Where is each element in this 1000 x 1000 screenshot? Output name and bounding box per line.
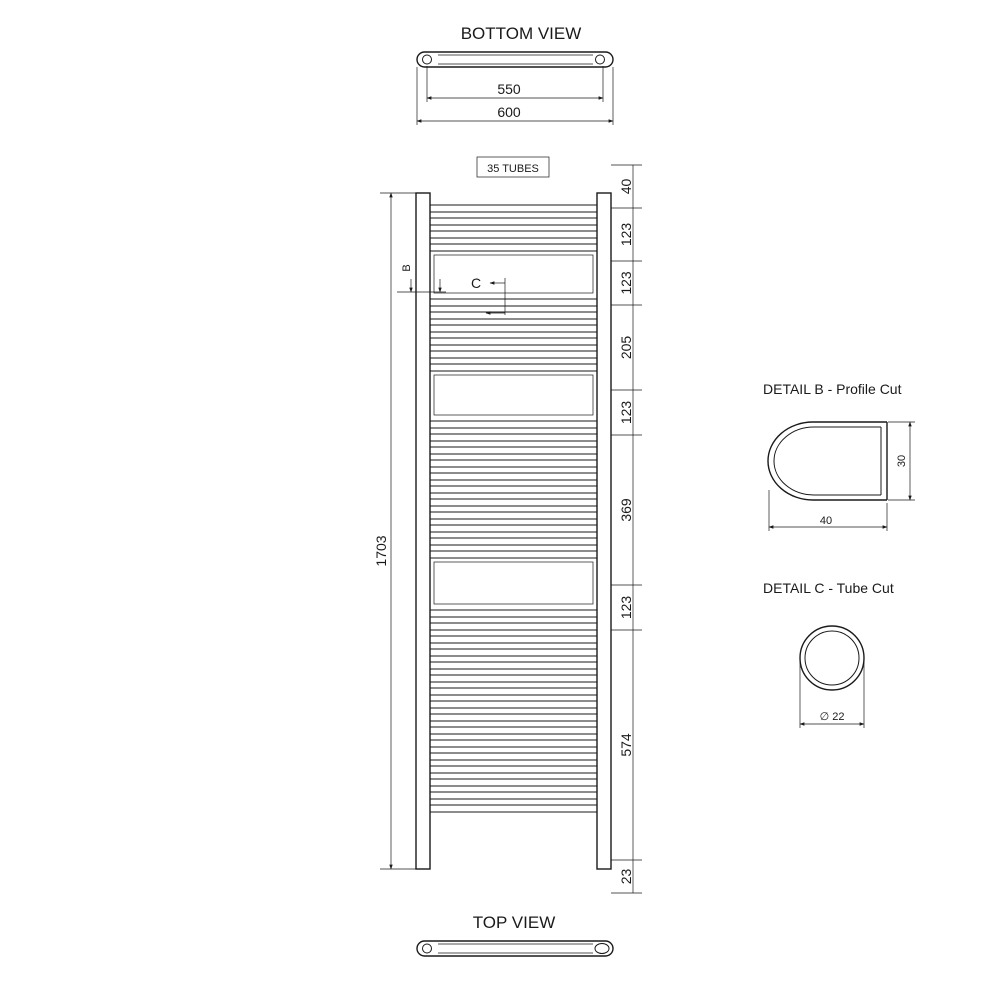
- top-view-rail: [417, 941, 613, 956]
- horizontal-tube: [430, 727, 597, 734]
- horizontal-tube: [430, 473, 597, 480]
- horizontal-tube: [430, 499, 597, 506]
- tube-count-label: 35 TUBES: [487, 163, 539, 175]
- tube-gap-frame: [434, 562, 593, 604]
- bottom-view: [417, 24, 613, 125]
- spacing-label: 123: [618, 595, 634, 620]
- horizontal-tube: [430, 753, 597, 760]
- horizontal-tube: [430, 766, 597, 773]
- tube-outer-outline: [800, 626, 864, 690]
- horizontal-tube: [430, 649, 597, 656]
- profile-width-label: 40: [819, 515, 833, 527]
- horizontal-tube: [430, 434, 597, 441]
- tube-diameter-label: ∅ 22: [819, 711, 845, 723]
- horizontal-tube: [430, 512, 597, 519]
- spacing-label: 123: [618, 271, 634, 295]
- detail-b-title: DETAIL B - Profile Cut: [763, 381, 902, 397]
- horizontal-tube: [430, 486, 597, 493]
- front-view: [373, 157, 642, 893]
- horizontal-tube: [430, 688, 597, 695]
- detail-c-title: DETAIL C - Tube Cut: [763, 580, 894, 596]
- overall-height-label: 1703: [373, 535, 389, 567]
- horizontal-tube: [430, 231, 597, 238]
- tube-gap-frame: [434, 255, 593, 293]
- spacing-label: 123: [618, 222, 634, 247]
- spacing-label: 369: [618, 498, 634, 522]
- top-view: [417, 913, 613, 956]
- profile-inner-outline: [774, 427, 881, 495]
- horizontal-tube: [430, 610, 597, 617]
- horizontal-tube: [430, 805, 597, 812]
- horizontal-tube: [430, 364, 597, 371]
- spacing-dimensions: [611, 165, 642, 893]
- horizontal-tube: [430, 714, 597, 721]
- section-marker-c: [471, 275, 505, 315]
- horizontal-tube: [430, 244, 597, 251]
- dimension-outer-width: 600: [497, 104, 521, 120]
- horizontal-tube: [430, 623, 597, 630]
- horizontal-tube: [430, 299, 597, 306]
- horizontal-tube: [430, 636, 597, 643]
- horizontal-tube: [430, 460, 597, 467]
- horizontal-tube: [430, 421, 597, 428]
- profile-outer-outline: [768, 422, 887, 500]
- horizontal-tube: [430, 779, 597, 786]
- spacing-label: 574: [618, 733, 634, 757]
- spacing-label: 23: [618, 868, 634, 885]
- horizontal-tube: [430, 218, 597, 225]
- horizontal-tube: [430, 525, 597, 532]
- tube-inner-outline: [805, 631, 859, 685]
- top-view-title: TOP VIEW: [472, 913, 556, 932]
- horizontal-tube: [430, 205, 597, 212]
- horizontal-tube: [430, 662, 597, 669]
- detail-b: [763, 381, 915, 531]
- horizontal-tube: [430, 325, 597, 332]
- tube-gap-frame: [434, 375, 593, 415]
- dimension-inner-width: 550: [497, 81, 521, 97]
- tube-group: [430, 205, 597, 812]
- spacing-label: 205: [618, 335, 634, 360]
- horizontal-tube: [430, 675, 597, 682]
- horizontal-tube: [430, 740, 597, 747]
- section-marker-b: [397, 264, 446, 292]
- horizontal-tube: [430, 551, 597, 558]
- bottom-view-rail: [417, 52, 613, 67]
- right-rail: [597, 193, 611, 869]
- section-c-label: C: [470, 275, 482, 291]
- horizontal-tube: [430, 312, 597, 319]
- spacing-label: 40: [618, 178, 634, 195]
- section-b-label: B: [401, 264, 413, 272]
- horizontal-tube: [430, 351, 597, 358]
- spacing-label: 123: [618, 400, 634, 425]
- bottom-view-title: BOTTOM VIEW: [460, 24, 582, 43]
- left-rail: [416, 193, 430, 869]
- detail-c: [763, 580, 894, 728]
- horizontal-tube: [430, 447, 597, 454]
- profile-height-label: 30: [896, 454, 908, 468]
- horizontal-tube: [430, 338, 597, 345]
- horizontal-tube: [430, 792, 597, 799]
- horizontal-tube: [430, 701, 597, 708]
- horizontal-tube: [430, 538, 597, 545]
